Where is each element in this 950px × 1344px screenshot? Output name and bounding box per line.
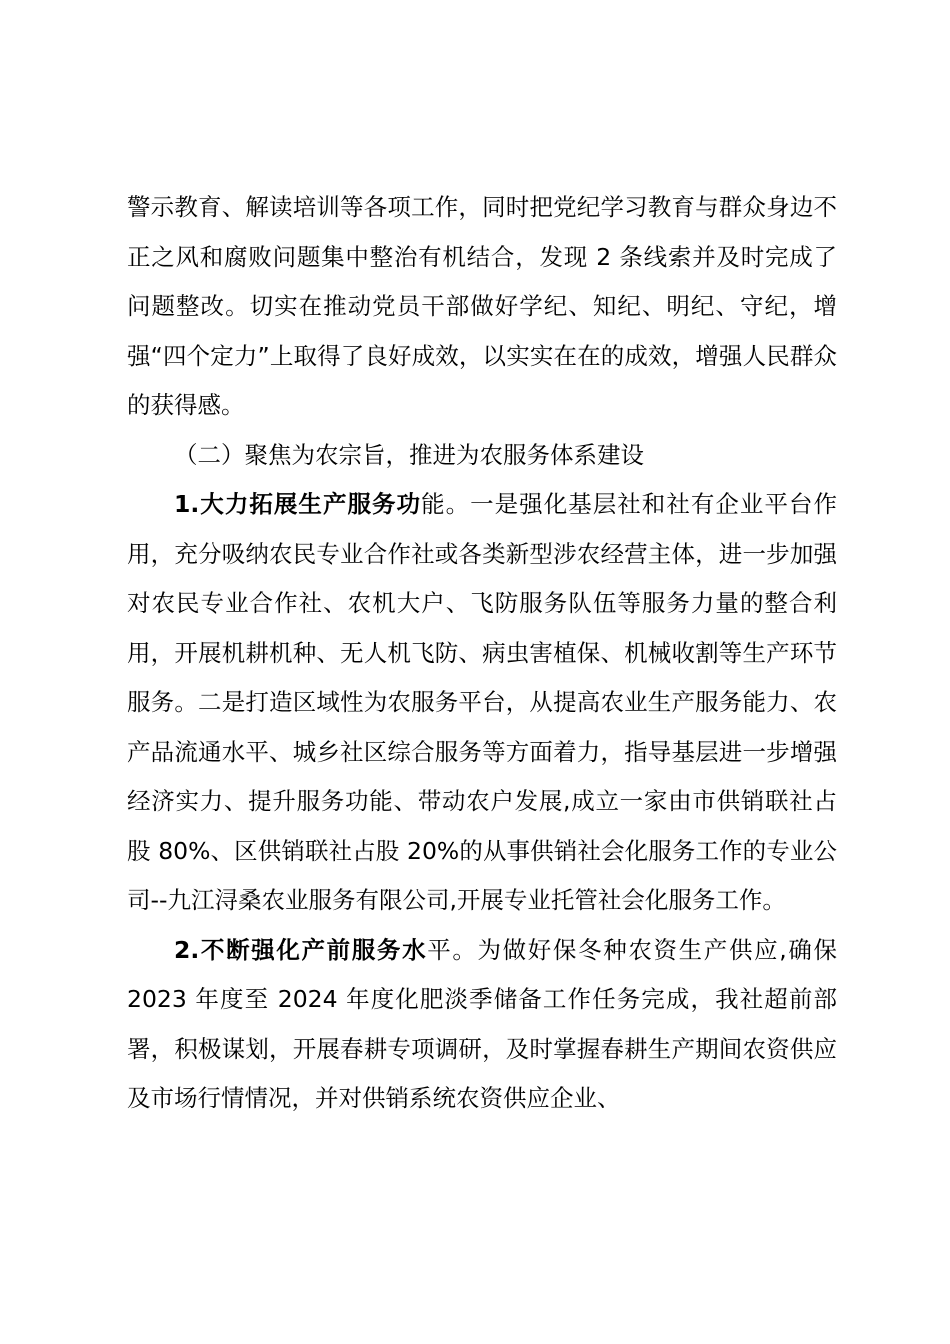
document-body bbox=[127, 183, 837, 1124]
paragraph-body-2: 平。为做好保冬种农资生产供应,确保 2023 年度至 2024 年度化肥淡季储备工作任务完成，我社超前部署，积极谋划，开展春耕专项调研，及时掌握春耕生产期间农资供应及市场行情情况，并对供销系统农资供应企业、 bbox=[127, 935, 837, 1112]
paragraph-pre-production-services bbox=[127, 926, 837, 1124]
subsection-heading-1: 1.大力拓展生产服务功 bbox=[174, 490, 422, 518]
paragraph-production-services bbox=[127, 480, 837, 926]
section-heading: （二）聚焦为农宗旨，推进为农服务体系建设 bbox=[174, 440, 644, 469]
paragraph-body-1: 能。一是强化基层社和社有企业平台作用，充分吸纳农民专业合作社或各类新型涉农经营主体，进一步加强对农民专业合作社、农机大户、飞防服务队伍等服务力量的整合利用，开展机耕机种、无人机飞防、病虫害植保、机械收割等生产环节服务。二是打造区域性为农服务平台，从提高农业生产服务能力、农产品流通水平、城乡社区综合服务等方面着力，指导基层进一步增强经济实力、提升服务功能、带动农户发展,成立一家由市供销联社占股 80%、区供销联社占股 20%的从事供销社会化服务工作的专业公司--九江浔桑农业服务有限公司,开展专业托管社会化服务工作。 bbox=[127, 490, 838, 914]
subsection-heading-2: 2.不断强化产前服务水 bbox=[174, 935, 428, 964]
paragraph-continuation: 警示教育、解读培训等各项工作，同时把党纪学习教育与群众身边不正之风和腐败问题集中整治有机结合，发现 2 条线索并及时完成了问题整改。切实在推动党员干部做好学纪、知纪、明纪、守纪，增强“四个定力”上取得了良好成效，以实实在在的成效，增强人民群众的获得感。 bbox=[127, 193, 837, 419]
